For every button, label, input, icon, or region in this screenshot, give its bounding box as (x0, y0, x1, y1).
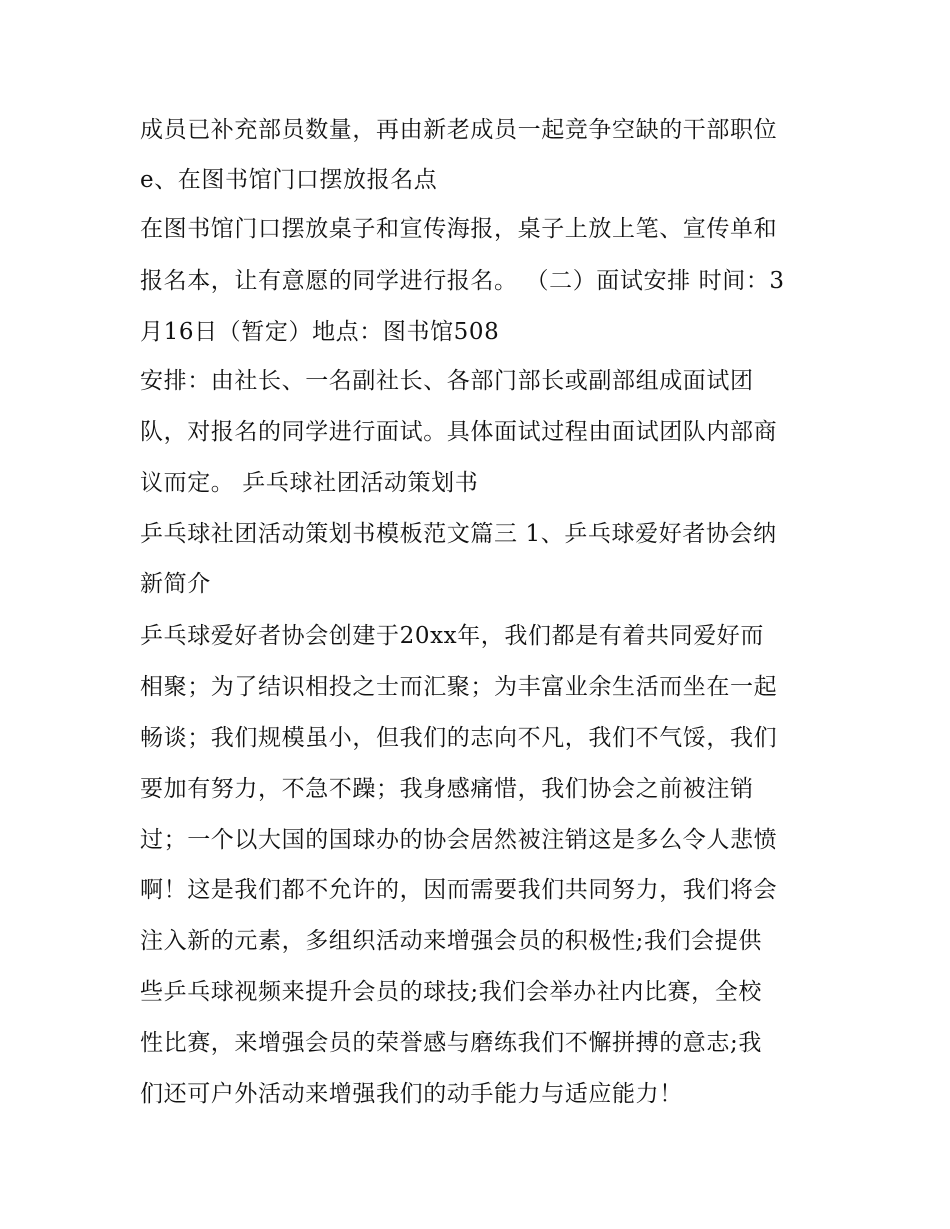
text-line: 在图书馆门口摆放桌子和宣传海报，桌子上放上笔、宣传单和 (140, 216, 778, 242)
text-line: 畅谈；我们规模虽小，但我们的志向不凡，我们不气馁，我们 (140, 725, 778, 751)
text-line: 要加有努力，不急不躁；我身感痛惜，我们协会之前被注销 (140, 776, 754, 802)
text-line: 队，对报名的同学进行面试。具体面试过程由面试团队内部商 (140, 419, 778, 445)
text-line: 月16日（暂定）地点：图书馆508 (140, 319, 500, 345)
text-line: 些乒乓球视频来提升会员的球技;我们会举办社内比赛，全校 (140, 979, 762, 1005)
text-line: 注入新的元素，多组织活动来增强会员的积极性;我们会提供 (140, 928, 762, 954)
text-line: 报名本，让有意愿的同学进行报名。 （二）面试安排 时间：3 (140, 268, 785, 294)
text-line: 啊！这是我们都不允许的，因而需要我们共同努力，我们将会 (140, 877, 778, 903)
text-line: 过；一个以大国的国球办的协会居然被注销这是多么令人悲愤 (140, 827, 778, 853)
text-line: 们还可户外活动来增强我们的动手能力与适应能力！ (140, 1081, 683, 1107)
text-line: e、在图书馆门口摆放报名点 (140, 167, 438, 193)
text-line: 性比赛，来增强会员的荣誉感与磨练我们不懈拼搏的意志;我 (140, 1030, 762, 1056)
text-line: 新简介 (140, 571, 211, 597)
text-line: 相聚；为了结识相投之士而汇聚；为丰富业余生活而坐在一起 (140, 674, 778, 700)
text-line: 议而定。 乒乓球社团活动策划书 (140, 470, 479, 496)
text-line: 乒乓球爱好者协会创建于20xx年，我们都是有着共同爱好而 (140, 623, 765, 649)
text-line: 成员已补充部员数量，再由新老成员一起竞争空缺的干部职位 (140, 117, 778, 143)
text-line: 安排：由社长、一名副社长、各部门部长或副部组成面试团 (140, 368, 754, 394)
text-line: 乒乓球社团活动策划书模板范文篇三 1、乒乓球爱好者协会纳 (140, 521, 777, 547)
